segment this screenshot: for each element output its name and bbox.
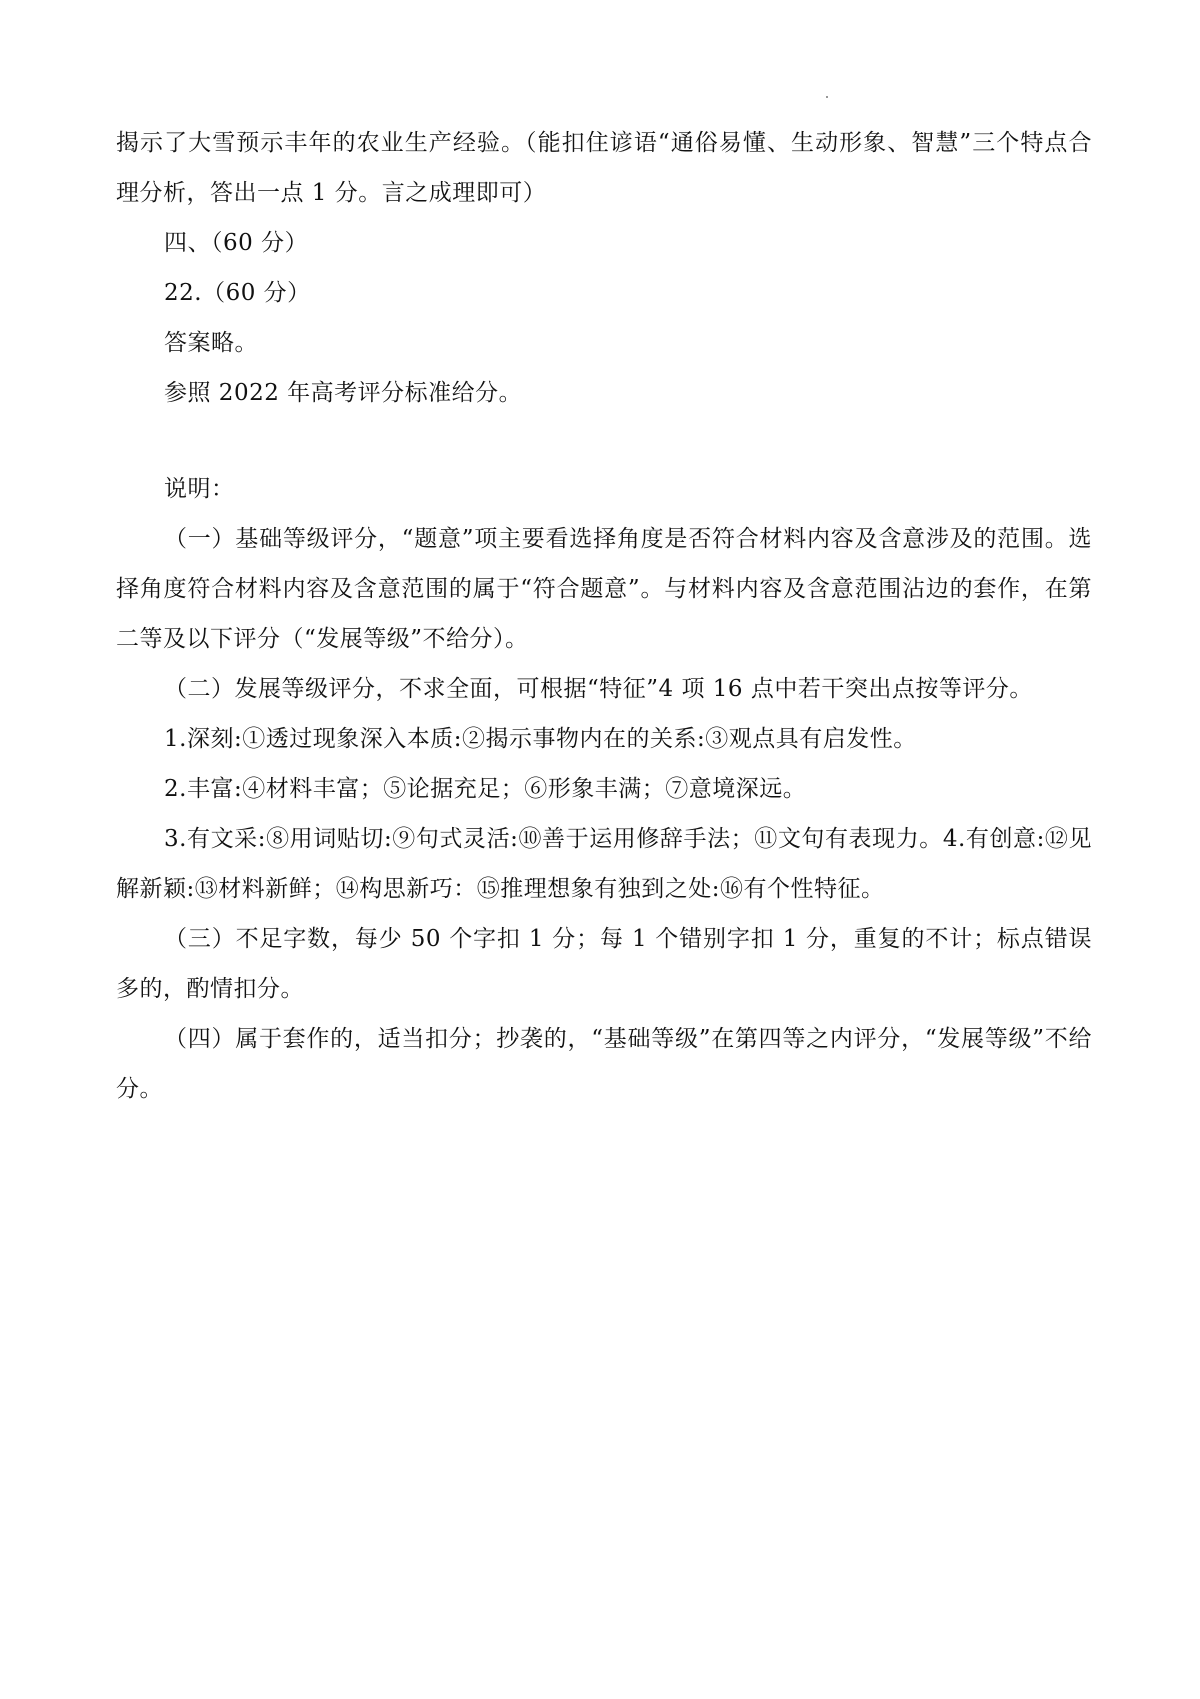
- note-one-basic-grade: （一）基础等级评分，“题意”项主要看选择角度是否符合材料内容及含意涉及的范围。选择角度符合材料内容及含意范围的属于“符合题意”。与材料内容及含意范围沾边的套作，在第二等及以下评分（“发展等级”不给分）。: [116, 526, 1092, 652]
- paragraph-analysis-tail: 揭示了大雪预示丰年的农业生产经验。（能扣住谚语“通俗易懂、生动形象、智慧”三个特点合理分析，答出一点 1 分。言之成理即可）: [116, 130, 1092, 206]
- section-four-heading: 四、（60 分）: [164, 230, 309, 256]
- answer-omitted: 答案略。: [164, 330, 258, 356]
- note-four-plagiarism: （四）属于套作的，适当扣分；抄袭的，“基础等级”在第四等之内评分，“发展等级”不给分。: [116, 1026, 1092, 1102]
- criteria-depth: 1.深刻:①透过现象深入本质:②揭示事物内在的关系:③观点具有启发性。: [164, 726, 917, 752]
- note-three-deductions: （三）不足字数，每少 50 个字扣 1 分；每 1 个错别字扣 1 分，重复的不计；标点错误多的，酌情扣分。: [116, 926, 1092, 1002]
- criteria-style-creativity: 3.有文采:⑧用词贴切:⑨句式灵活:⑩善于运用修辞手法；⑪文句有表现力。4.有创意:⑫见解新颖:⑬材料新鲜；⑭构思新巧：⑮推理想象有独到之处:⑯有个性特征。: [116, 826, 1092, 902]
- blank-line: [116, 418, 1092, 464]
- scan-speck: [826, 96, 828, 98]
- grading-reference: 参照 2022 年高考评分标准给分。: [164, 380, 523, 406]
- criteria-richness: 2.丰富:④材料丰富；⑤论据充足；⑥形象丰满；⑦意境深远。: [164, 776, 807, 802]
- question-22-heading: 22.（60 分）: [164, 280, 311, 306]
- note-two-development-grade: （二）发展等级评分，不求全面，可根据“特征”4 项 16 点中若干突出点按等评分。: [164, 676, 1033, 702]
- document-body: [116, 118, 1092, 1114]
- notes-heading: 说明：: [164, 476, 235, 502]
